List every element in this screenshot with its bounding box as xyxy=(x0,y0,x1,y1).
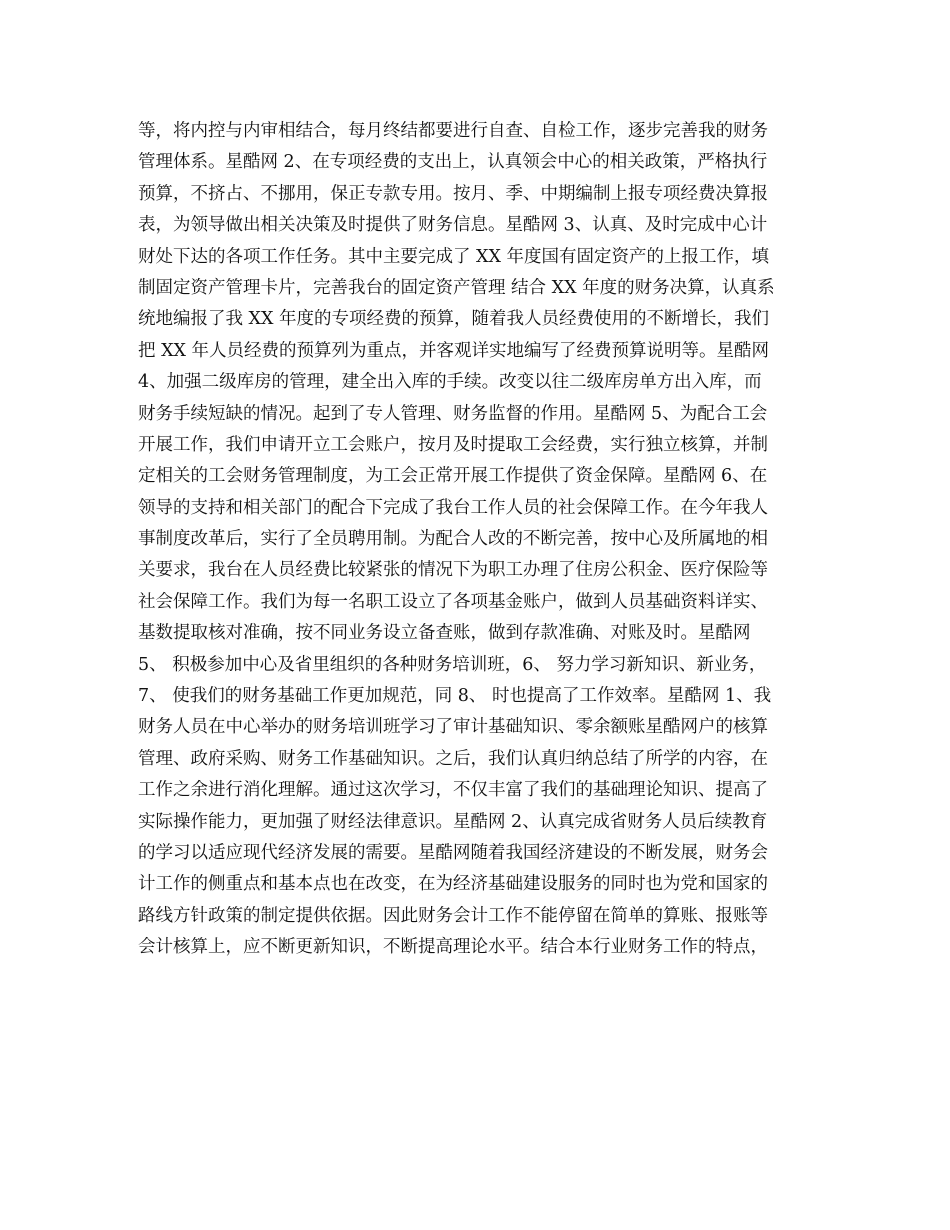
text-line: 财务人员在中心举办的财务培训班学习了审计基础知识、零余额账星酷网户的核算 xyxy=(138,717,768,738)
text-line: 路线方针政策的制定提供依据。因此财务会计工作不能停留在简单的算账、报账等 xyxy=(138,905,768,926)
text-line: 管理、政府采购、财务工作基础知识。之后，我们认真归纳总结了所学的内容，在 xyxy=(138,748,768,769)
text-line: 4、加强二级库房的管理，建全出入库的手续。改变以往二级库房单方出入库，而 xyxy=(138,372,762,393)
text-line: 事制度改革后，实行了全员聘用制。为配合人改的不断完善，按中心及所属地的相 xyxy=(138,529,768,550)
text-line: 定相关的工会财务管理制度，为工会正常开展工作提供了资金保障。星酷网 6、在 xyxy=(138,466,768,487)
text-line: 开展工作，我们申请开立工会账户，按月及时提取工会经费，实行独立核算，并制 xyxy=(138,434,768,455)
text-line: 基数提取核对准确，按不同业务设立备查账，做到存款准确、对账及时。星酷网 xyxy=(138,623,751,644)
text-line: 领导的支持和相关部门的配合下完成了我台工作人员的社会保障工作。在今年我人 xyxy=(138,497,768,518)
text-line: 5、 积极参加中心及省里组织的各种财务培训班，6、 努力学习新知识、新业务， xyxy=(138,654,767,675)
text-line: 等，将内控与内审相结合，每月终结都要进行自查、自检工作，逐步完善我的财务 xyxy=(138,121,768,141)
text-line: 统地编报了我 XX 年度的专项经费的预算，随着我人员经费使用的不断增长，我们 xyxy=(138,309,770,330)
text-line: 工作之余进行消化理解。通过这次学习，不仅丰富了我们的基础理论知识、提高了 xyxy=(138,780,768,801)
document-body xyxy=(138,116,838,964)
text-line: 实际操作能力，更加强了财经法律意识。星酷网 2、认真完成省财务人员后续教育 xyxy=(138,811,768,832)
text-line: 表，为领导做出相关决策及时提供了财务信息。星酷网 3、认真、及时完成中心计 xyxy=(138,215,768,236)
text-line: 财处下达的各项工作任务。其中主要完成了 XX 年度国有固定资产的上报工作，填 xyxy=(138,246,770,267)
text-line: 财务手续短缺的情况。起到了专人管理、财务监督的作用。星酷网 5、为配合工会 xyxy=(138,403,768,424)
text-line: 计工作的侧重点和基本点也在改变，在为经济基础建设服务的同时也为党和国家的 xyxy=(138,874,768,895)
text-line: 社会保障工作。我们为每一名职工设立了各项基金账户，做到人员基础资料详实、 xyxy=(138,591,768,612)
text-line: 关要求，我台在人员经费比较紧张的情况下为职工办理了住房公积金、医疗保险等 xyxy=(138,560,768,581)
text-line: 的学习以适应现代经济发展的需要。星酷网随着我国经济建设的不断发展，财务会 xyxy=(138,842,768,863)
text-line: 制固定资产管理卡片，完善我台的固定资产管理 结合 XX 年度的财务决算，认真系 xyxy=(138,277,775,298)
text-line: 7、 使我们的财务基础工作更加规范，同 8、 时也提高了工作效率。星酷网 1、我 xyxy=(138,686,772,707)
text-line: 把 XX 年人员经费的预算列为重点，并客观详实地编写了经费预算说明等。星酷网 xyxy=(138,340,770,361)
text-line: 预算，不挤占、不挪用，保正专款专用。按月、季、中期编制上报专项经费决算报 xyxy=(138,183,768,204)
text-line: 会计核算上，应不断更新知识，不断提高理论水平。结合本行业财务工作的特点， xyxy=(138,937,768,958)
text-line: 管理体系。星酷网 2、在专项经费的支出上，认真领会中心的相关政策，严格执行 xyxy=(138,152,768,173)
